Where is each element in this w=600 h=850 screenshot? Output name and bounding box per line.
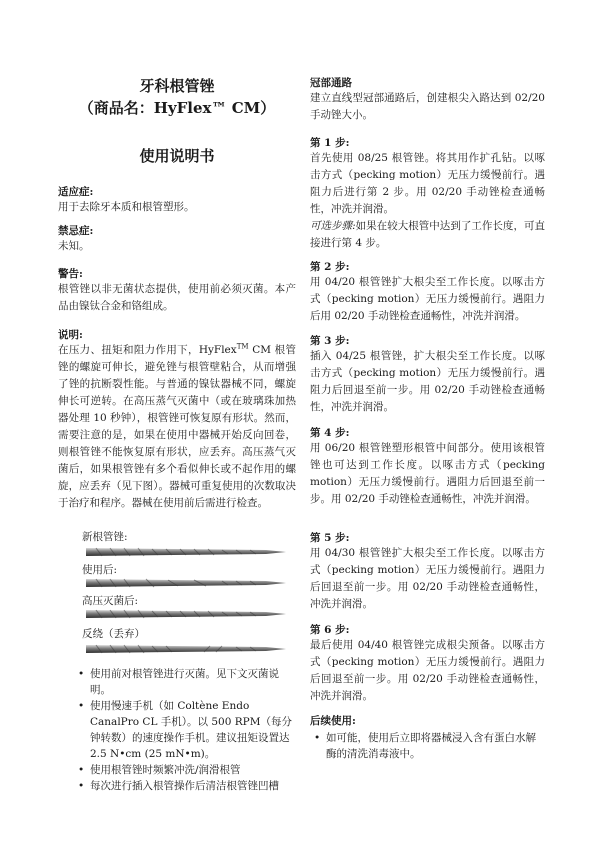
step2-heading: 第 2 步: [310,261,350,273]
usage-bullet: • 使用根管锉时频繁冲洗/润滑根管 [76,762,296,778]
description-text: 在压力、扭矩和阻力作用下，HyFlex™ CM 根管锉的螺旋可伸长，避免锉与根管壁粘合，从而增强了锉的抗断裂性能。与普通的镍钛器械不同，螺旋伸长可逆转。在高压蒸气灭菌中（或在玻璃珠加热器处理 10 秒钟），根管锉可恢复原有形状。然而，需要注意的是，如果在使用中器械开始反向回卷，则根管锉不能恢复原有形状，应丢弃。高压蒸气灭菌后，如果根管锉有多个看似伸长或不起作用的螺旋，应丢弃（见下图）。器械可重复使用的次数取决于治疗和程序。器械在使用前后需进行检查。 [58,342,296,509]
new-file-image [86,545,286,559]
usage-bullet: • 使用前对根管锉进行灭菌。见下文灭菌说明。 [76,666,296,698]
description-heading: 说明: [58,329,83,341]
indications-heading: 适应症: [58,186,94,198]
doc-title-ifu: 使用说明书 [139,147,215,165]
step1-heading: 第 1 步: [310,137,350,149]
contraindications-text: 未知。 [58,240,90,252]
usage-bullet: • 使用慢速手机（如 Coltène Endo CanalPro CL 手机）。以 500 RPM（每分钟转数）的速度操作手机。建议扭矩设置达 2.5 N•cm (25 mN•m)。 [76,698,296,762]
step3-heading: 第 3 步: [310,335,350,347]
contraindications-heading: 禁忌症: [58,225,94,237]
doc-title-product: 牙科根管锉 [139,77,215,95]
twisted-file-label: 反绕（丢弃） [82,628,145,640]
usage-bullet-list [76,666,296,794]
used-file-label: 使用后: [82,564,118,576]
after-use-heading: 后续使用: [310,715,356,727]
warning-text: 根管锉以非无菌状态提供，使用前必须灭菌。本产品由镍钛合金和铬组成。 [58,283,296,312]
after-use-list [312,730,545,762]
after-use-bullet: • 如可能，使用后立即将器械浸入含有蛋白水解酶的清洗消毒液中。 [312,730,545,762]
step6-text: 最后使用 04/40 根管锉完成根尖预备。以啄击方式（pecking motion）无压力缓慢前行。遇阻力后回退至前一步。用 02/20 手动锉检查通畅性，冲洗并润滑。 [310,639,545,702]
step6-heading: 第 6 步: [310,624,350,636]
crown-access-text: 建立直线型冠部通路后，创建根尖入路达到 02/20 手动锉大小。 [310,92,545,121]
autoclaved-file-image [86,607,286,621]
new-file-label: 新根管锉: [82,531,128,543]
twisted-file-image [86,642,286,656]
usage-bullet: • 每次进行插入根管操作后清洁根管锉凹槽 [76,778,296,794]
step1-text: 首先使用 08/25 根管锉。将其用作扩孔钻。以啄击方式（pecking motion）无压力缓慢前行。遇阻力后进行第 2 步。用 02/20 手动锉检查通畅性，冲洗并润滑。 可选步骤:如果在较大根管中达到了工作长度，可直接进行第 4 步。 [310,152,545,249]
step4-text: 用 06/20 根管锉塑形根管中间部分。使用该根管锉也可达到工作长度。以啄击方式（pecking motion）无压力缓慢前行。遇阻力后回退至前一步。用 02/20 手动锉检查通畅性，冲洗并润滑。 [310,442,545,505]
autoclaved-file-label: 高压灭菌后: [82,595,139,607]
step3-text: 插入 04/25 根管锉，扩大根尖至工作长度。以啄击方式（pecking motion）无压力缓慢前行。遇阻力后回退至前一步。用 02/20 手动锉检查通畅性，冲洗并润滑。 [310,350,545,413]
warning-heading: 警告: [58,268,83,280]
doc-title-tradename: （商品名：HyFlex™ CM） [78,99,276,117]
used-file-image [86,576,286,590]
crown-access-heading: 冠部通路 [310,77,352,89]
indications-text: 用于去除牙本质和根管塑形。 [58,201,195,213]
step5-heading: 第 5 步: [310,532,350,544]
step5-text: 用 04/30 根管锉扩大根尖至工作长度。以啄击方式（pecking motion）无压力缓慢前行。遇阻力后回退至前一步。用 02/20 手动锉检查通畅性，冲洗并润滑。 [310,547,545,610]
step4-heading: 第 4 步: [310,427,350,439]
step2-text: 用 04/20 根管锉扩大根尖至工作长度。以啄击方式（pecking motion）无压力缓慢前行。遇阻力后用 02/20 手动锉检查通畅性，冲洗并润滑。 [310,276,545,322]
